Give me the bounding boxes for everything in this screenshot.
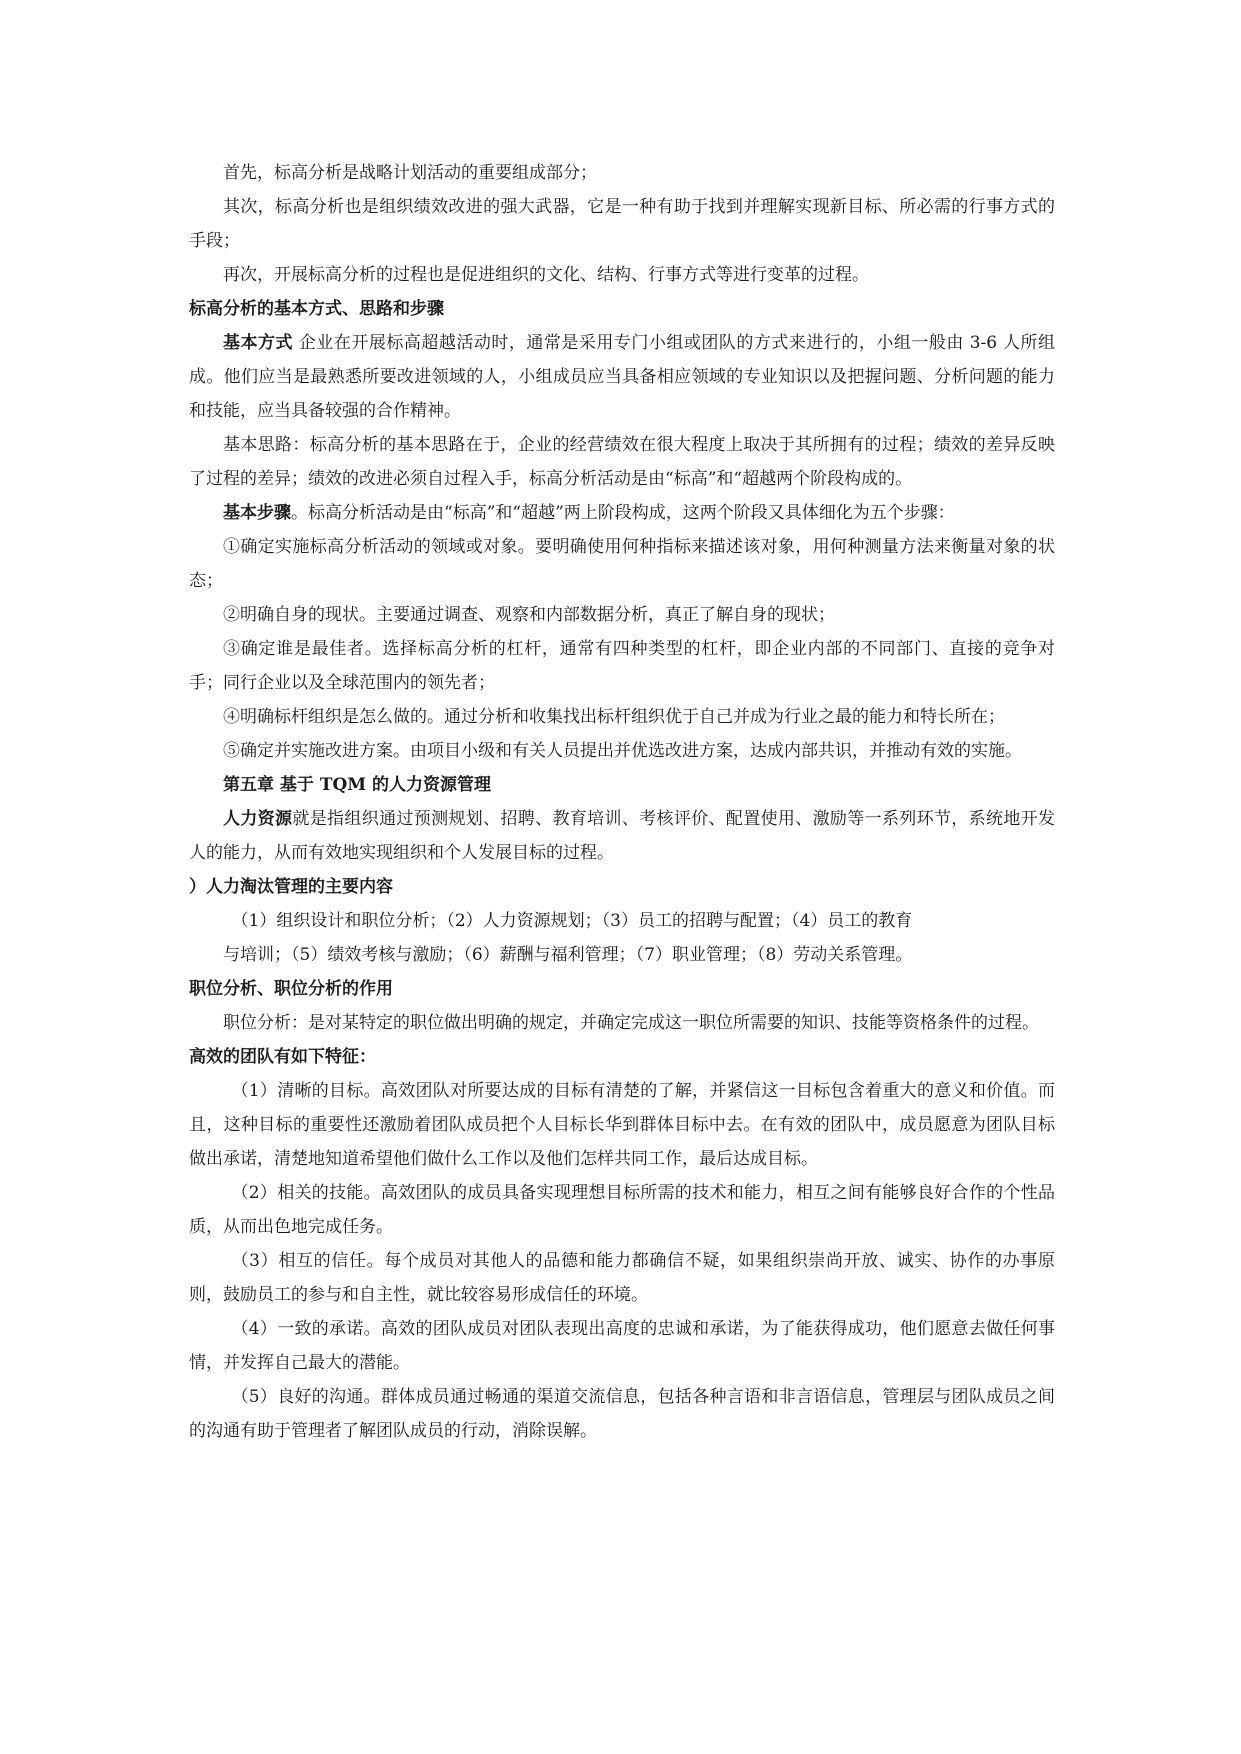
chapter-heading: 第五章 基于 TQM 的人力资源管理 <box>223 775 492 795</box>
section-heading: 职位分析、职位分析的作用 <box>189 979 393 999</box>
term-label: 基本方式 <box>223 333 293 353</box>
step-item: ⑤确定并实施改进方案。由项目小级和有关人员提出并优选改进方案，达成内部共识，并推动有效的实施。 <box>223 741 1022 761</box>
list-line: 与培训；（5）绩效考核与激励；（6）薪酬与福利管理；（7）职业管理；（8）劳动关系管理。 <box>223 945 913 965</box>
step-item: ③确定谁是最佳者。选择标高分析的杠杆，通常有四种类型的杠杆，即企业内部的不同部门、直接的竞争对手；同行企业以及全球范围内的领先者； <box>189 639 1055 693</box>
term-label: 人力资源 <box>223 809 293 829</box>
team-trait: （1）清晰的目标。高效团队对所要达成的目标有清楚的了解，并紧信这一目标包含着重大的意义和价值。而且，这种目标的重要性还激励着团队成员把个人目标长华到群体目标中去。在有效的团队中，成员愿意为团队目标做出承诺，清楚地知道希望他们做什么工作以及他们怎样共同工作，最后达成目标。 <box>189 1081 1055 1169</box>
paragraph: 首先，标高分析是战略计划活动的重要组成部分； <box>223 163 597 183</box>
paragraph-text: 。标高分析活动是由“标高”和“超越”两上阶段构成，这两个阶段又具体细化为五个步骤： <box>291 503 955 523</box>
term-label: 基本步骤 <box>223 503 291 523</box>
paragraph <box>189 326 1055 428</box>
paragraph-text: 就是指组织通过预测规划、招聘、教育培训、考核评价、配置使用、激励等一系列环节，系统地开发人的能力，从而有效地实现组织和个人发展目标的过程。 <box>189 809 1056 863</box>
team-trait: （4）一致的承诺。高效的团队成员对团队表现出高度的忠诚和承诺，为了能获得成功，他们愿意去做任何事情，并发挥自己最大的潜能。 <box>189 1319 1055 1373</box>
list-line: （1）组织设计和职位分析；（2）人力资源规划；（3）员工的招聘与配置；（4）员工的教育 <box>231 911 913 931</box>
paragraph <box>189 802 1055 870</box>
step-item: ①确定实施标高分析活动的领域或对象。要明确使用何种指标来描述该对象，用何种测量方法来衡量对象的状态； <box>189 537 1055 591</box>
paragraph: 基本思路：标高分析的基本思路在于，企业的经营绩效在很大程度上取决于其所拥有的过程；绩效的差异反映了过程的差异；绩效的改进必须自过程入手，标高分析活动是由“标高”和“超越两个阶段构成的。 <box>189 435 1055 489</box>
section-heading: 高效的团队有如下特征： <box>189 1047 376 1067</box>
paragraph: 再次，开展标高分析的过程也是促进组织的文化、结构、行事方式等进行变革的过程。 <box>223 265 869 285</box>
paragraph: 其次，标高分析也是组织绩效改进的强大武器，它是一种有助于找到并理解实现新目标、所必需的行事方式的手段； <box>189 197 1055 251</box>
section-heading: 标高分析的基本方式、思路和步骤 <box>189 299 444 319</box>
step-item: ④明确标杆组织是怎么做的。通过分析和收集找出标杆组织优于自己并成为行业之最的能力和特长所在； <box>223 707 1005 727</box>
paragraph-text: 企业在开展标高超越活动时，通常是采用专门小组或团队的方式来进行的，小组一般由 3-6 人所组成。他们应当是最熟悉所要改进领域的人，小组成员应当具备相应领域的专业知识以及把握问题、分析问题的能力和技能，应当具备较强的合作精神。 <box>189 333 1055 421</box>
paragraph <box>189 496 1055 530</box>
section-heading: ）人力淘汰管理的主要内容 <box>189 877 393 897</box>
team-trait: （2）相关的技能。高效团队的成员具备实现理想目标所需的技术和能力，相互之间有能够良好合作的个性品质，从而出色地完成任务。 <box>189 1183 1055 1237</box>
team-trait: （5）良好的沟通。群体成员通过畅通的渠道交流信息，包括各种言语和非言语信息，管理层与团队成员之间的沟通有助于管理者了解团队成员的行动，消除误解。 <box>189 1387 1055 1441</box>
paragraph: 职位分析：是对某特定的职位做出明确的规定，并确定完成这一职位所需要的知识、技能等资格条件的过程。 <box>223 1013 1039 1033</box>
document-page <box>189 156 1055 1448</box>
step-item: ②明确自身的现状。主要通过调查、观察和内部数据分析，真正了解自身的现状； <box>223 605 835 625</box>
team-trait: （3）相互的信任。每个成员对其他人的品德和能力都确信不疑，如果组织崇尚开放、诚实、协作的办事原则，鼓励员工的参与和自主性，就比较容易形成信任的环境。 <box>189 1251 1055 1305</box>
